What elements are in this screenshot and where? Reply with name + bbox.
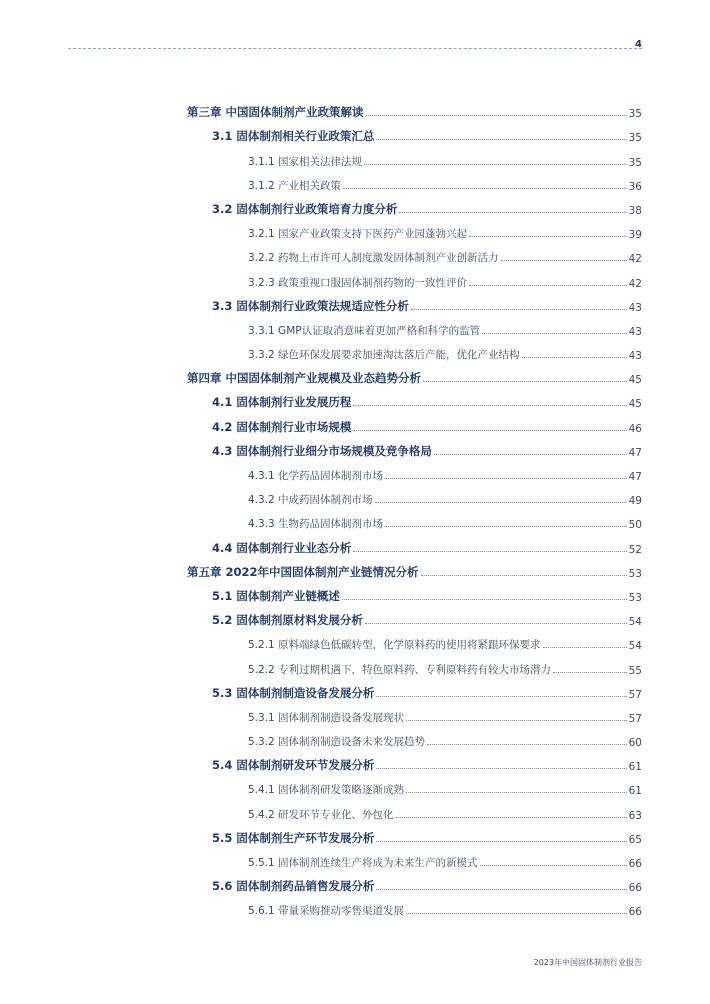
toc-entry-page: 47: [628, 471, 642, 483]
toc-entry-page: 42: [628, 253, 642, 266]
toc-leader-dots: [343, 188, 627, 189]
toc-entry[interactable]: [187, 725, 642, 749]
toc-leader-dots: [376, 889, 626, 890]
toc-entry-title: 4.3.3 生物药品固体制剂市场: [248, 518, 384, 531]
toc-entry[interactable]: [187, 701, 642, 725]
toc-leader-dots: [353, 430, 626, 431]
toc-entry-title: 3.1 固体制剂相关行业政策汇总: [212, 129, 375, 144]
toc-entry-page: 52: [628, 543, 642, 556]
toc-leader-dots: [501, 260, 627, 261]
toc-leader-dots: [385, 526, 627, 527]
toc-entry-page: 65: [628, 833, 642, 846]
toc-entry-page: 66: [628, 882, 642, 895]
toc-leader-dots: [553, 672, 627, 673]
toc-entry-page: 57: [628, 712, 642, 725]
toc-entry-page: 66: [628, 906, 642, 919]
header-rule: [68, 48, 642, 49]
toc-entry[interactable]: [187, 338, 642, 362]
toc-entry[interactable]: [187, 628, 642, 652]
toc-entry-page: 39: [628, 229, 642, 242]
toc-entry-title: 第三章 中国固体制剂产业政策解读: [187, 105, 364, 120]
toc-leader-dots: [469, 285, 627, 286]
toc-entry[interactable]: [187, 459, 642, 483]
toc-entry[interactable]: [187, 749, 642, 773]
toc-leader-dots: [342, 599, 627, 600]
toc-entry-page: 45: [628, 398, 642, 411]
toc-entry[interactable]: [187, 894, 642, 918]
toc-leader-dots: [423, 381, 627, 382]
toc-entry[interactable]: [187, 193, 642, 217]
toc-entry-page: 54: [628, 640, 642, 653]
toc-entry-title: 3.2.2 药物上市许可人制度激发固体制剂产业创新活力: [248, 252, 499, 265]
toc-entry-page: 35: [628, 156, 642, 169]
toc-entry[interactable]: [187, 604, 642, 628]
toc-entry[interactable]: [187, 314, 642, 338]
toc-entry[interactable]: [187, 410, 642, 434]
toc-entry-title: 4.4 固体制剂行业业态分析: [212, 540, 352, 555]
toc-entry-title: 4.1 固体制剂行业发展历程: [212, 395, 352, 410]
toc-leader-dots: [421, 575, 627, 576]
toc-entry-page: 46: [628, 422, 642, 435]
toc-leader-dots: [365, 623, 627, 624]
toc-entry[interactable]: [187, 241, 642, 265]
toc-entry-page: 45: [628, 374, 642, 387]
toc-entry-title: 5.2.1 原料端绿色低碳转型，化学原料药的使用将紧跟环保要求: [248, 639, 541, 652]
toc-entry-title: 5.2.2 专利过期机遇下，特色原料药、专利原料药有较大市场潜力: [248, 663, 552, 676]
toc-entry-page: 54: [628, 616, 642, 629]
toc-leader-dots: [427, 744, 627, 745]
toc-entry-title: 4.3.2 中成药固体制剂市场: [248, 494, 373, 507]
toc-entry[interactable]: [187, 169, 642, 193]
toc-entry-title: 3.1.1 国家相关法律法规: [248, 155, 363, 168]
toc-entry[interactable]: [187, 483, 642, 507]
toc-entry[interactable]: [187, 531, 642, 555]
footer-report-title: 2023年中国固体制剂行业报告: [533, 958, 642, 967]
toc-entry-page: 43: [628, 301, 642, 314]
toc-entry[interactable]: [187, 386, 642, 410]
toc-entry-title: 5.2 固体制剂原材料发展分析: [212, 613, 363, 628]
toc-entry-page: 47: [628, 446, 642, 459]
toc-entry-page: 36: [628, 180, 642, 193]
toc-leader-dots: [396, 817, 627, 818]
toc-entry-page: 61: [628, 785, 642, 798]
toc-entry[interactable]: [187, 846, 642, 870]
toc-entry-title: 3.2 固体制剂行业政策培育力度分析: [212, 201, 398, 216]
toc-entry-page: 61: [628, 761, 642, 774]
toc-entry-page: 42: [628, 277, 642, 290]
toc-entry-title: 5.4.1 固体制剂研发策略逐渐成熟: [248, 784, 405, 797]
toc-entry[interactable]: [187, 362, 642, 386]
toc-leader-dots: [399, 212, 626, 213]
toc-entry[interactable]: [187, 96, 642, 120]
toc-entry-title: 3.2.3 政策重视口服固体制剂药物的一致性评价: [248, 276, 468, 289]
toc-entry-title: 5.5 固体制剂生产环节发展分析: [212, 830, 375, 845]
toc-leader-dots: [522, 357, 627, 358]
toc-leader-dots: [353, 551, 626, 552]
toc-leader-dots: [469, 236, 627, 237]
toc-entry-page: 38: [628, 204, 642, 217]
toc-leader-dots: [434, 454, 627, 455]
toc-entry-title: 5.4.2 研发环节专业化、外包化: [248, 808, 394, 821]
toc-entry-title: 3.3.1 GMP认证取消意味着更加严格和科学的监管: [248, 324, 481, 337]
toc-entry[interactable]: [187, 435, 642, 459]
toc-leader-dots: [366, 115, 627, 116]
toc-entry-title: 5.3.2 固体制剂制造设备未来发展趋势: [248, 736, 426, 749]
toc-leader-dots: [406, 913, 627, 914]
toc-entry[interactable]: [187, 507, 642, 531]
toc-entry-page: 35: [628, 108, 642, 121]
toc-entry[interactable]: [187, 217, 642, 241]
toc-entry[interactable]: [187, 652, 642, 676]
toc-entry[interactable]: [187, 144, 642, 168]
toc-entry-page: 53: [628, 567, 642, 580]
toc-leader-dots: [480, 865, 627, 866]
toc-entry-title: 5.1 固体制剂产业链概述: [212, 588, 340, 603]
toc-leader-dots: [543, 647, 627, 648]
toc-entry-title: 5.3 固体制剂制造设备发展分析: [212, 685, 375, 700]
toc-entry-title: 第四章 中国固体制剂产业规模及业态趋势分析: [187, 371, 422, 386]
toc-entry-page: 43: [628, 325, 642, 338]
toc-leader-dots: [353, 405, 626, 406]
toc-entry-page: 60: [628, 737, 642, 750]
toc-entry-title: 第五章 2022年中国固体制剂产业链情况分析: [187, 564, 419, 579]
toc-entry-title: 4.2 固体制剂行业市场规模: [212, 419, 352, 434]
toc-entry-title: 3.1.2 产业相关政策: [248, 179, 342, 192]
toc-entry-title: 5.3.1 固体制剂制造设备发展现状: [248, 711, 405, 724]
toc-entry-title: 3.3 固体制剂行业政策法规适应性分析: [212, 298, 409, 313]
toc-entry[interactable]: [187, 797, 642, 821]
toc-entry[interactable]: [187, 773, 642, 797]
toc-entry[interactable]: [187, 265, 642, 289]
toc-entry[interactable]: [187, 120, 642, 144]
toc-entry-page: 57: [628, 688, 642, 701]
toc-entry-page: 63: [628, 809, 642, 822]
toc-entry[interactable]: [187, 870, 642, 894]
toc-entry-title: 5.6.1 带量采购推动零售渠道发展: [248, 905, 405, 918]
toc-entry-page: 49: [628, 495, 642, 508]
toc-entry[interactable]: [187, 556, 642, 580]
toc-entry-page: 50: [628, 519, 642, 532]
toc-entry-page: 55: [628, 664, 642, 677]
toc-entry[interactable]: [187, 677, 642, 701]
toc-leader-dots: [376, 841, 626, 842]
toc-entry-title: 3.2.1 国家产业政策支持下医药产业园蓬勃兴起: [248, 228, 468, 241]
toc-entry-title: 4.3.1 化学药品固体制剂市场: [248, 470, 384, 482]
toc-leader-dots: [482, 333, 627, 334]
toc-entry-page: 35: [628, 132, 642, 145]
toc-entry-page: 66: [628, 858, 642, 870]
toc-leader-dots: [364, 164, 627, 165]
toc-entry-title: 5.5.1 固体制剂连续生产将成为未来生产的新模式: [248, 857, 478, 869]
page-number: 4: [635, 39, 642, 50]
toc-leader-dots: [376, 768, 626, 769]
toc-leader-dots: [375, 502, 627, 503]
toc-leader-dots: [406, 720, 627, 721]
toc-entry-page: 43: [628, 350, 642, 363]
table-of-contents: [187, 96, 642, 918]
toc-leader-dots: [376, 139, 626, 140]
toc-entry[interactable]: [187, 290, 642, 314]
toc-leader-dots: [376, 696, 626, 697]
toc-entry[interactable]: [187, 822, 642, 846]
toc-entry-title: 4.3 固体制剂行业细分市场规模及竞争格局: [212, 443, 432, 458]
toc-entry-page: 53: [628, 591, 642, 604]
toc-entry-title: 5.4 固体制剂研发环节发展分析: [212, 758, 375, 773]
toc-entry-title: 3.3.2 绿色环保发展要求加速淘汰落后产能，优化产业结构: [248, 349, 520, 362]
toc-entry-title: 5.6 固体制剂药品销售发展分析: [212, 879, 375, 894]
toc-leader-dots: [406, 792, 627, 793]
toc-leader-dots: [411, 309, 627, 310]
toc-entry[interactable]: [187, 580, 642, 604]
toc-leader-dots: [385, 478, 627, 479]
